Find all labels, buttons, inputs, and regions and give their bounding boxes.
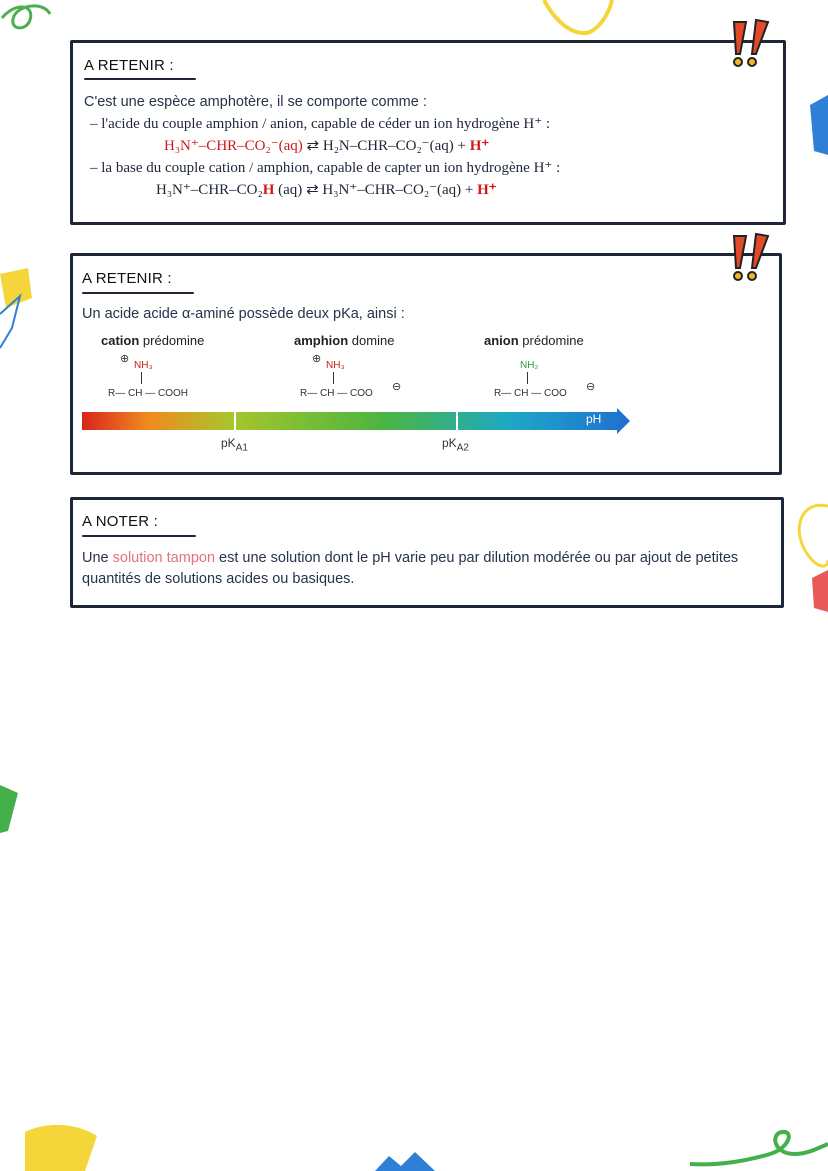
decor-blue-shape-right (806, 95, 828, 155)
eq2-left-b: (aq) (274, 182, 303, 198)
plus-sign: ⊕ (312, 353, 322, 365)
minus-sign: ⊖ (586, 381, 596, 393)
mol2-chain: R— CH — COO (300, 388, 373, 399)
decor-green-shape-left (0, 785, 20, 835)
zone-amphion-rest: domine (348, 333, 395, 348)
box2-intro: Un acide acide α-aminé possède deux pKa, ainsi : (82, 306, 405, 322)
plus-sign: ⊕ (120, 353, 130, 365)
double-exclamation-icon (724, 18, 776, 72)
eq1-left: H₃N⁺–CHR–CO₂⁻(aq) (164, 138, 303, 154)
double-exclamation-icon (724, 232, 776, 286)
eq1-hplus: H⁺ (469, 138, 490, 154)
mol1-nh3: NH₃ (134, 360, 153, 371)
pka1-label: $pK_{A1}$ (221, 436, 248, 454)
zone-anion-label (484, 333, 584, 348)
box3-title-underline (82, 535, 196, 537)
box1-title-underline (84, 78, 196, 80)
decor-green-swirl-top-left (0, 0, 60, 50)
box1-title: A RETENIR : (84, 57, 174, 74)
ph-scale-arrow (82, 408, 632, 434)
zone-anion-bold: anion (484, 333, 519, 348)
box2-title: A RETENIR : (82, 270, 172, 287)
mol2-nh3: NH₃ (326, 360, 345, 371)
eq2-hplus: H⁺ (477, 182, 497, 198)
mol3-nh2: NH₂ (520, 360, 539, 371)
eq1-right: H₂N–CHR–CO₂⁻(aq) + (322, 138, 470, 154)
molecule-cation (108, 354, 218, 404)
box1-bullet-base: – la base du couple cation / amphion, capable de capter un ion hydrogène H⁺ : (90, 160, 561, 176)
eq1-arrow: ⇄ (306, 138, 320, 154)
pka2-label: $pK_{A2}$ (442, 436, 469, 454)
molecule-anion (494, 354, 614, 404)
eq2-right: H₃N⁺–CHR–CO₂⁻(aq) + (322, 182, 478, 198)
decor-yellow-shape-left (0, 268, 34, 353)
box1-equation-1 (164, 136, 489, 157)
box1-equation-2 (156, 180, 497, 201)
box2-title-underline (82, 292, 194, 294)
zone-cation-label (101, 333, 204, 348)
minus-sign: ⊖ (392, 381, 402, 393)
decor-yellow-loop-right (790, 500, 828, 615)
zone-amphion-label (294, 333, 394, 348)
mol1-chain: R— CH — COOH (108, 388, 188, 399)
eq2-left-h: H (262, 182, 275, 198)
box1-bullet-acid: – l'acide du couple amphion / anion, capable de céder un ion hydrogène H⁺ : (90, 116, 551, 132)
zone-amphion-bold: amphion (294, 333, 349, 348)
box3-text: Une solution tampon est une solution dont le pH varie peu par dilution modérée ou par ajout de petites quantités de solutions acides ou basiques. (82, 550, 739, 587)
molecule-amphion (300, 354, 420, 404)
zone-anion-rest: prédomine (518, 333, 584, 348)
zone-cation-bold: cation (101, 333, 140, 348)
box1-intro: C'est une espèce amphotère, il se comporte comme : (84, 94, 427, 110)
eq2-arrow: ⇄ (306, 182, 319, 198)
decor-yellow-shape-bottom-left (25, 1122, 100, 1171)
decor-yellow-heart-top (540, 0, 620, 40)
highlight-solution-tampon: solution tampon (112, 550, 216, 566)
zone-cation-rest: prédomine (139, 333, 205, 348)
decor-green-swirl-bottom-right (690, 1120, 828, 1171)
ph-axis-label: pH (586, 412, 602, 426)
eq2-left-a: H₃N⁺–CHR–CO₂ (156, 182, 263, 198)
decor-blue-shape-bottom (375, 1150, 440, 1171)
box3-title: A NOTER : (82, 513, 158, 530)
mol3-chain: R— CH — COO (494, 388, 567, 399)
